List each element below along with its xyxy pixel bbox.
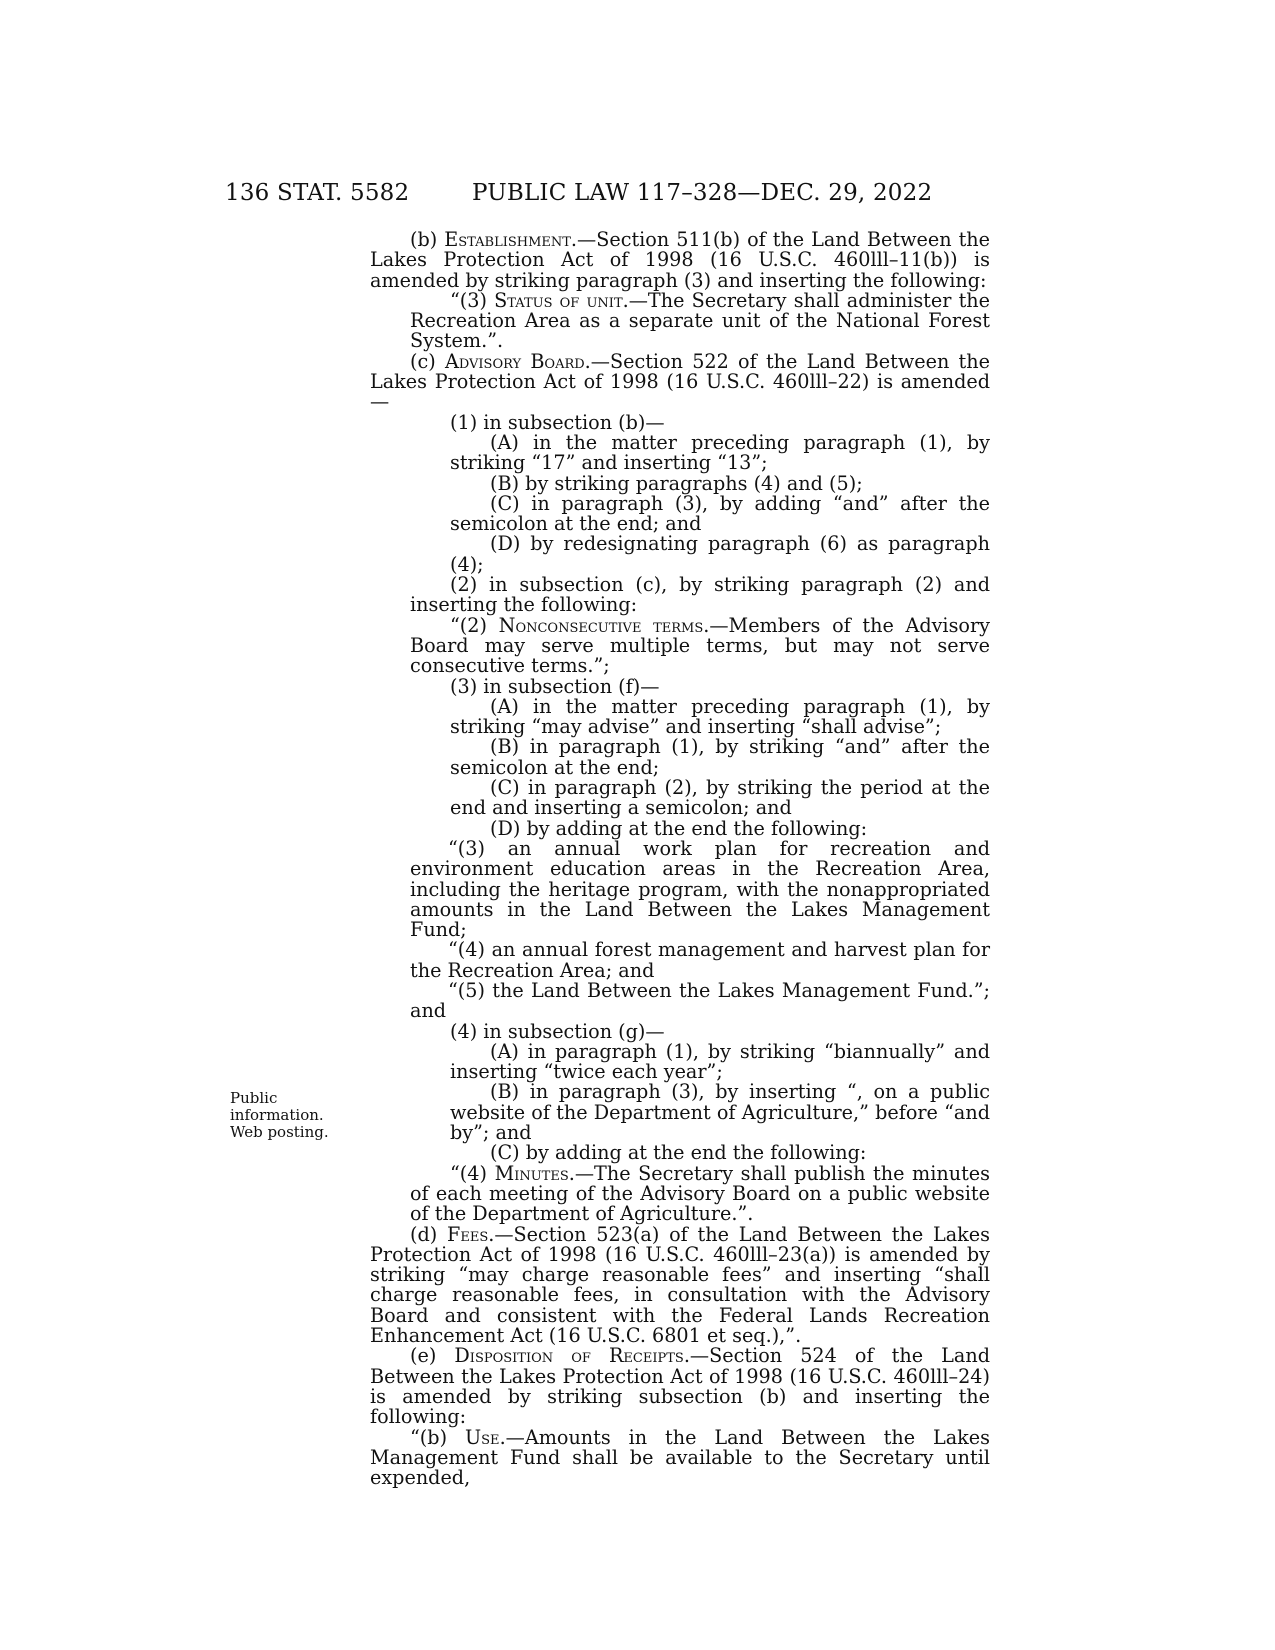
paragraph-item: (3) in subsection (f)— <box>450 674 660 698</box>
section-heading: Use <box>464 1425 500 1449</box>
paragraph-item: (2) in subsection (c), by striking paragraph (2) and inserting the following: <box>410 573 990 617</box>
statute-body <box>370 230 990 1488</box>
section-heading: Fees <box>447 1222 489 1246</box>
quoted-subsection-use: “(b) Use.—Amounts in the Land Between the Lakes Management Fund shall be available to the Secretary until expended, <box>370 1425 990 1490</box>
subsection-b-establishment: (b) Establishment.—Section 511(b) of the Land Between the Lakes Protection Act of 1998 (16 U.S.C. 460lll–11(b)) is amended by striking paragraph (3) and inserting the following: <box>370 228 990 292</box>
quoted-paragraph-status-of-unit: “(3) Status of unit.—The Secretary shall administer the Recreation Area as a separate unit of the National Forest System.”. <box>410 288 990 353</box>
section-heading: Nonconsecutive terms <box>498 613 704 637</box>
margin-note-line: Web posting. <box>230 1123 329 1141</box>
section-heading: Status of unit <box>494 288 623 312</box>
subparagraph-item: (C) by adding at the end the following: <box>490 1141 867 1165</box>
section-heading: Disposition of Receipts <box>454 1344 684 1368</box>
section-heading: Establishment <box>444 228 571 251</box>
margin-note <box>230 1090 340 1141</box>
subparagraph-item: (A) in the matter preceding paragraph (1), by striking “17” and inserting “13”; <box>450 430 990 475</box>
quoted-paragraph-item: “(4) an annual forest management and harvest plan for the Recreation Area; and <box>410 938 990 982</box>
margin-note-line: information. <box>230 1106 324 1124</box>
paragraph-item: (4) in subsection (g)— <box>450 1019 665 1043</box>
subparagraph-item: (A) in the matter preceding paragraph (1), by striking “may advise” and inserting “shall advise”; <box>450 694 990 739</box>
subsection-e-disposition-of-receipts: (e) Disposition of Receipts.—Section 524 of the Land Between the Lakes Protection Act of 1998 (16 U.S.C. 460lll–24) is amended by striking subsection (b) and inserting the following: <box>370 1344 990 1429</box>
subsection-d-fees: (d) Fees.—Section 523(a) of the Land Between the Lakes Protection Act of 1998 (16 U.S.C. 460lll–23(a)) is amended by striking “may charge reasonable fees” and inserting “shall charge reasonable fees, in consultation with the Advisory Board and consistent with the Federal Lands Recreation Enhancement Act (16 U.S.C. 6801 et seq.),”. <box>370 1222 990 1348</box>
subparagraph-item: (B) in paragraph (3), by inserting “, on a public website of the Department of Agriculture,” before “and by”; and <box>450 1080 990 1145</box>
subparagraph-item: (A) in paragraph (1), by striking “biannually” and inserting “twice each year”; <box>450 1039 990 1084</box>
section-heading: Minutes <box>494 1161 569 1185</box>
margin-note-line: Public <box>230 1089 278 1107</box>
quoted-paragraph-item: “(3) an annual work plan for recreation and environment education areas in the Recreation Area, including the heritage program, with the nonappropriated amounts in the Land Between the Lakes Management Fund; <box>410 836 990 942</box>
section-heading: Advisory Board <box>444 349 585 373</box>
subparagraph-item: (B) by striking paragraphs (4) and (5); <box>490 471 863 495</box>
quoted-paragraph-minutes: “(4) Minutes.—The Secretary shall publish the minutes of each meeting of the Advisory Board on a public website of the Department of Agriculture.”. <box>410 1161 990 1226</box>
paragraph-item: (1) in subsection (b)— <box>450 410 665 434</box>
subparagraph-item: (B) in paragraph (1), by striking “and” after the semicolon at the end; <box>450 735 990 779</box>
page-stat-citation: 136 STAT. 5582 <box>225 180 410 206</box>
subparagraph-item: (D) by redesignating paragraph (6) as paragraph (4); <box>450 532 990 576</box>
quoted-paragraph-nonconsecutive-terms: “(2) Nonconsecutive terms.—Members of the Advisory Board may serve multiple terms, but may not serve consecutive terms.”; <box>410 613 990 678</box>
running-header-law: PUBLIC LAW 117–328—DEC. 29, 2022 <box>472 180 933 206</box>
subparagraph-item: (D) by adding at the end the following: <box>490 816 868 840</box>
quoted-paragraph-item: “(5) the Land Between the Lakes Management Fund.”; and <box>410 978 990 1023</box>
subparagraph-item: (C) in paragraph (3), by adding “and” after the semicolon at the end; and <box>450 491 990 536</box>
subsection-c-advisory-board: (c) Advisory Board.—Section 522 of the Land Between the Lakes Protection Act of 1998 (16 U.S.C. 460lll–22) is amended— <box>370 349 990 414</box>
subparagraph-item: (C) in paragraph (2), by striking the period at the end and inserting a semicolon; and <box>450 776 990 820</box>
